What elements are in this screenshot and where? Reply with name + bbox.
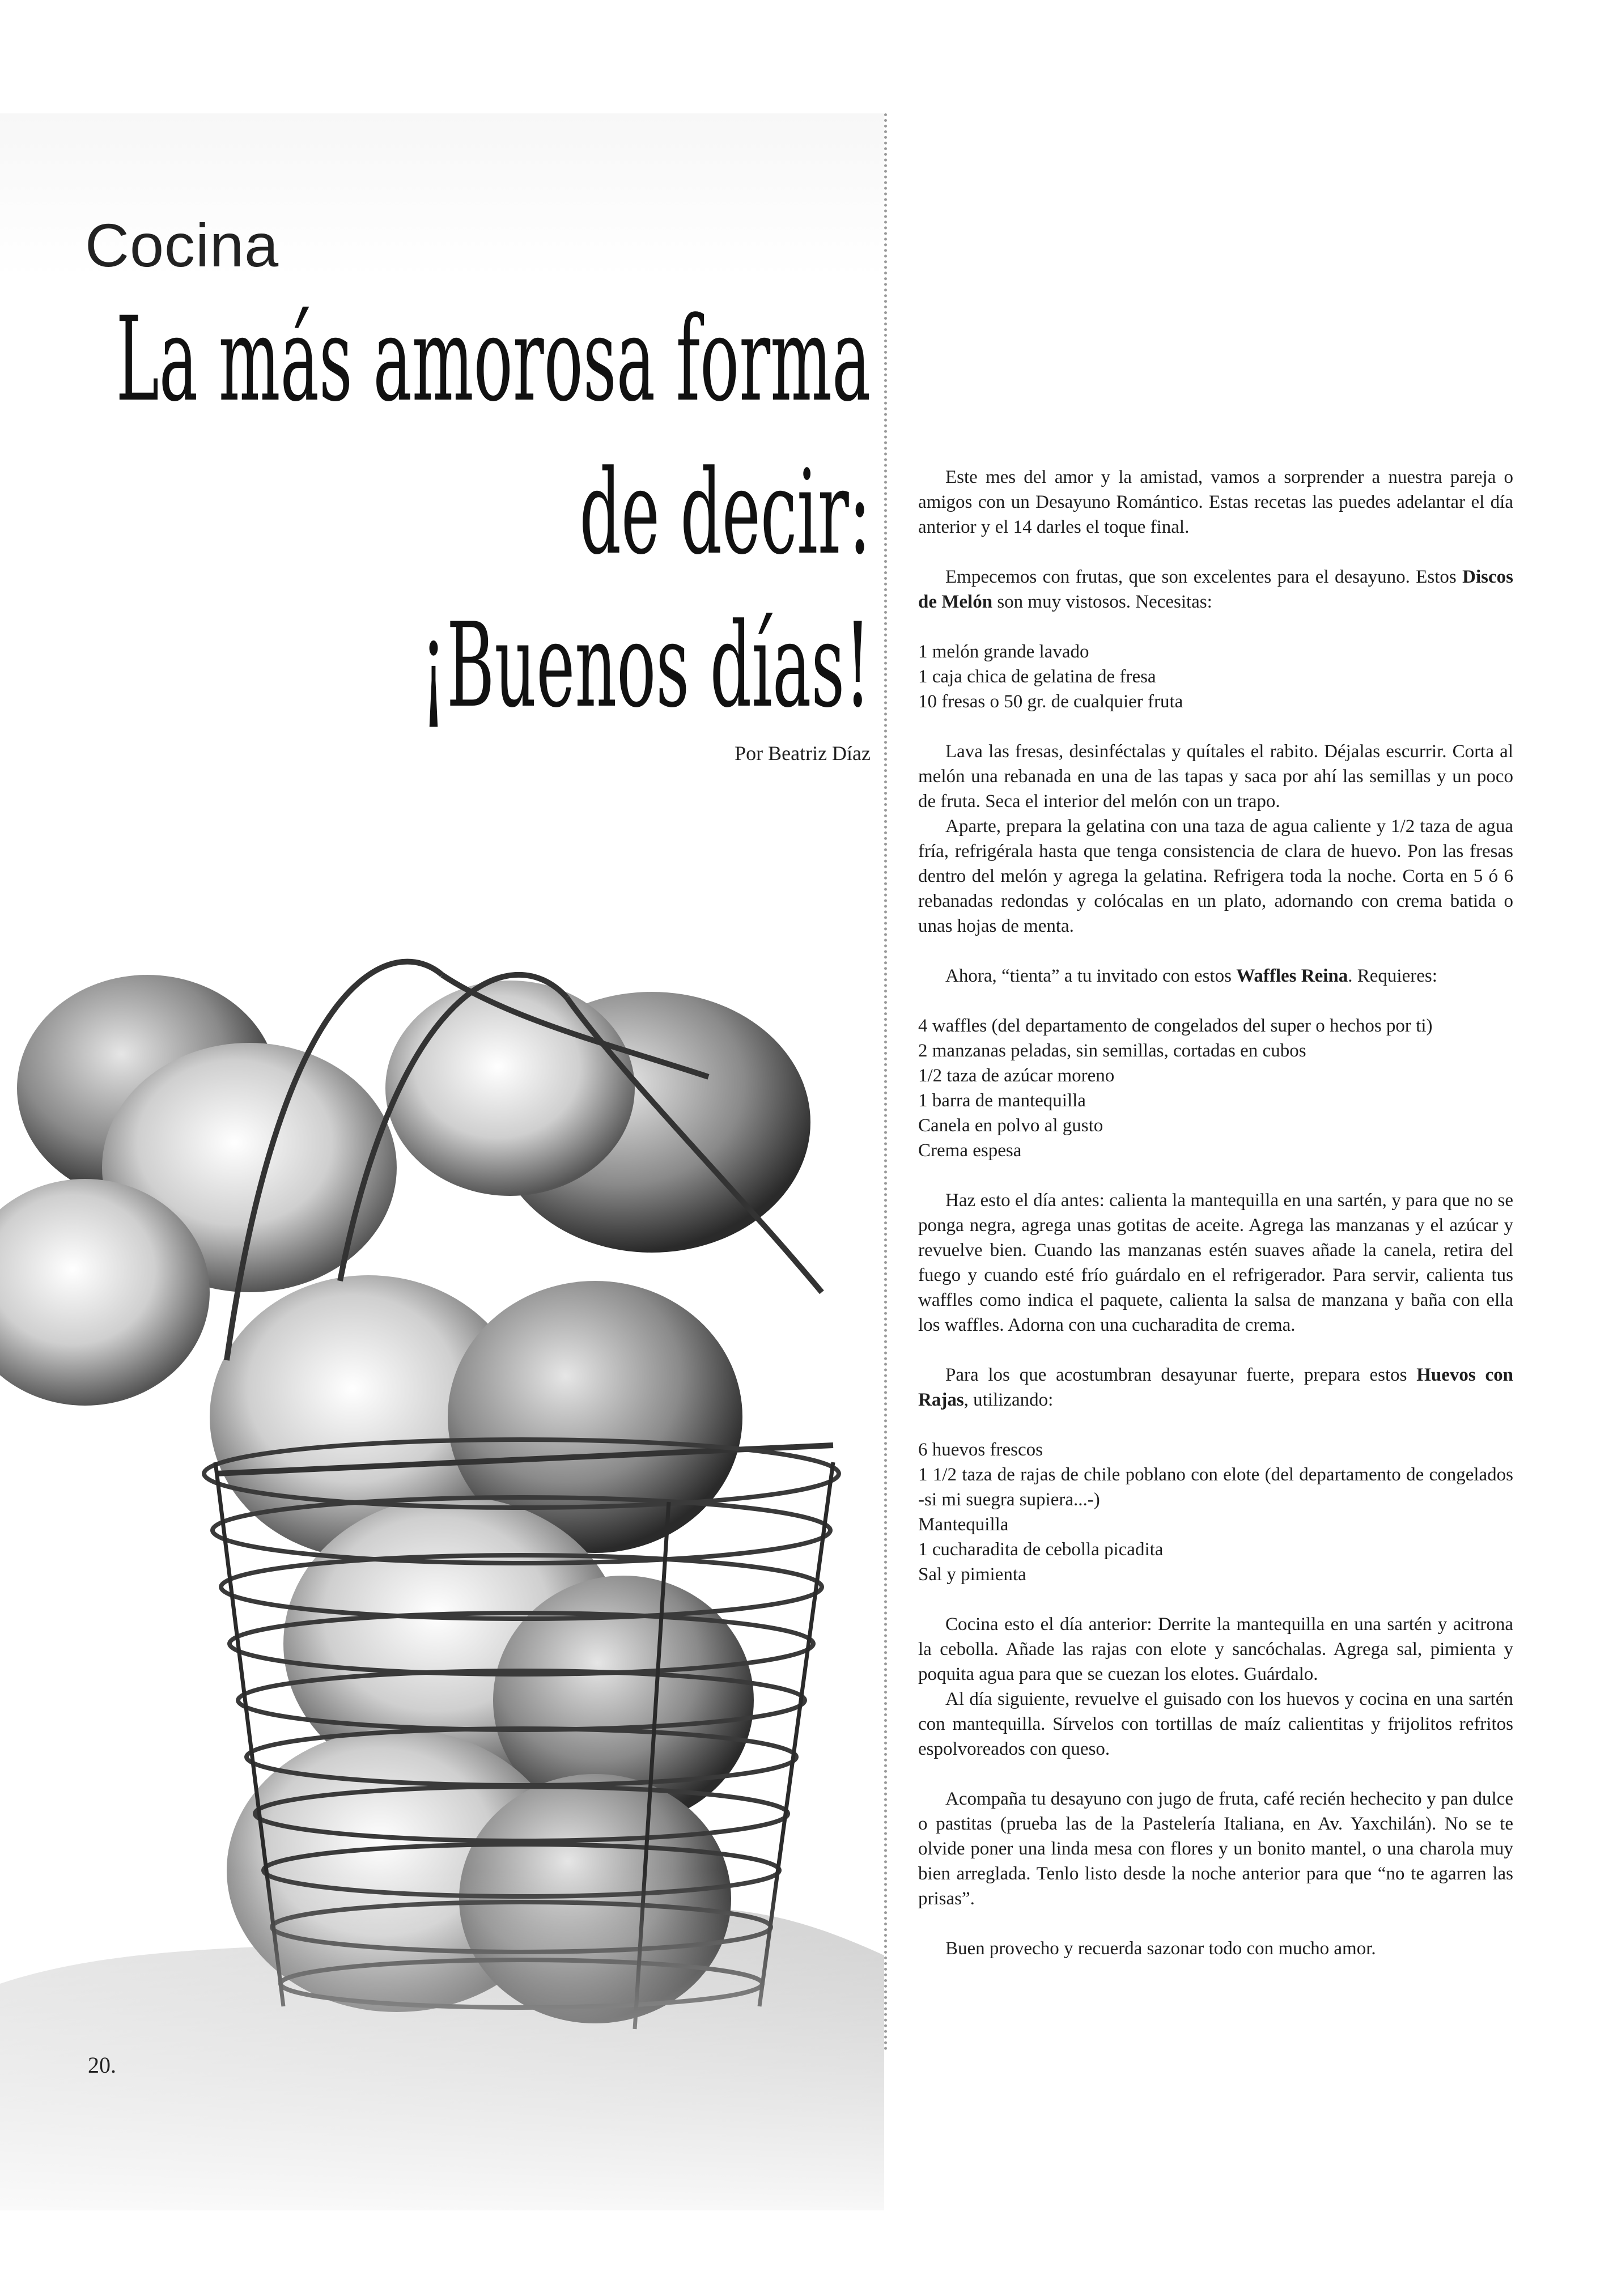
waffles-ingredients: [918, 1013, 1513, 1163]
ingredient-item: 6 huevos frescos: [918, 1440, 1043, 1460]
waffles-intro-paragraph: Ahora, “tienta” a tu invitado con estos Waffles Reina. Requieres:: [945, 966, 1437, 986]
ingredient-item: Crema espesa: [918, 1140, 1022, 1161]
ingredient-item: Mantequilla: [918, 1514, 1009, 1535]
ingredient-item: 1 barra de mantequilla: [918, 1090, 1086, 1111]
melon-step-2: Aparte, prepara la gelatina con una taza de agua caliente y 1/2 taza de agua fría, refrigérala hasta que tenga consistencia de clara de huevo. Pon las fresas dentro del melón y agrega la gelatina. Refrigera toda la noche. Corta en 5 ó 6 rebanadas redondas y colócalas en un plato, adornando con crema batida o unas hojas de menta.: [918, 816, 1513, 936]
ingredient-item: 1 melón grande lavado: [918, 642, 1089, 662]
article-title: [116, 283, 871, 742]
ingredient-item: 1 cucharadita de cebolla picadita: [918, 1539, 1164, 1560]
title-line-1: La más amorosa forma: [116, 292, 871, 427]
huevos-step-2: Al día siguiente, revuelve el guisado con los huevos y cocina en una sartén con mantequilla. Sírvelos con tortillas de maíz calientitas y frijolitos refritos espolvoreados con queso.: [918, 1689, 1513, 1759]
huevos-step-1: Cocina esto el día anterior: Derrite la mantequilla en una sartén y acitrona la cebolla. Añade las rajas con elote y sancóchalas. Agrega sal, pimienta y poquita agua para que se cuezan los elotes. Guárdalo.: [918, 1614, 1513, 1684]
column-divider: [884, 113, 887, 2052]
ingredient-item: 10 fresas o 50 gr. de cualquier fruta: [918, 691, 1183, 712]
article-body: [918, 465, 1513, 1961]
byline: Por Beatriz Díaz: [735, 742, 871, 765]
intro-paragraph: Este mes del amor y la amistad, vamos a sorprender a nuestra pareja o amigos con un Desayuno Romántico. Estas recetas las puedes adelantar el día anterior y el 14 darles el toque final.: [918, 467, 1513, 537]
egg-basket-photo: [0, 850, 884, 2210]
melon-step-1: Lava las fresas, desinféctalas y quítales el rabito. Déjalas escurrir. Corta al melón una rebanada en una de las tapas y saca por ahí las semillas y un poco de fruta. Seca el interior del melón con un trapo.: [918, 741, 1513, 812]
ingredient-item: 1/2 taza de azúcar moreno: [918, 1066, 1115, 1086]
ingredient-item: Sal y pimienta: [918, 1564, 1026, 1585]
huevos-recipe-name: Huevos con Rajas: [918, 1365, 1513, 1410]
waffles-steps: Haz esto el día antes: calienta la mantequilla en una sartén, y para que no se ponga negra, agrega unas gotitas de aceite. Agrega las manzanas y el azúcar y revuelve bien. Cuando las manzanas estén suaves añade la canela, retira del fuego y cuando esté frío guárdalo en el refrigerador. Para servir, calienta tus waffles como indica el paquete, calienta la salsa de manzana y baña con ella los waffles. Adorna con una cucharadita de crema.: [918, 1190, 1513, 1335]
section-label: Cocina: [85, 211, 279, 279]
ingredient-item: 2 manzanas peladas, sin semillas, cortadas en cubos: [918, 1041, 1306, 1061]
title-line-2: de decir:: [579, 445, 871, 580]
huevos-intro-paragraph: Para los que acostumbran desayunar fuerte, prepara estos Huevos con Rajas, utilizando:: [918, 1365, 1513, 1410]
page-number: 20.: [88, 2052, 116, 2078]
egg-basket-illustration: [0, 850, 884, 2210]
ingredient-item: 4 waffles (del departamento de congelados del super o hechos por ti): [918, 1016, 1433, 1036]
melon-ingredients: [918, 639, 1513, 714]
melon-intro-paragraph: Empecemos con frutas, que son excelentes para el desayuno. Estos Discos de Melón son muy vistosos. Necesitas:: [918, 567, 1513, 612]
closing-paragraph: Buen provecho y recuerda sazonar todo con mucho amor.: [945, 1938, 1376, 1959]
ingredient-item: 1 caja chica de gelatina de fresa: [918, 667, 1156, 687]
melon-recipe-name: Discos de Melón: [918, 567, 1513, 612]
ingredient-item: Canela en polvo al gusto: [918, 1115, 1103, 1136]
serving-tips-paragraph: Acompaña tu desayuno con jugo de fruta, café recién hechecito y pan dulce o pastitas (prueba las de la Pastelería Italiana, en Av. Yaxchilán). No se te olvide poner una linda mesa con flores y un bonito mantel, o una charola muy bien arreglada. Tenlo listo desde la noche anterior para que “no te agarren las prisas”.: [918, 1789, 1513, 1909]
huevos-ingredients: [918, 1437, 1513, 1587]
waffles-recipe-name: Waffles Reina: [1236, 966, 1348, 986]
ingredient-item: 1 1/2 taza de rajas de chile poblano con elote (del departamento de congelados -si mi suegra supiera...-): [918, 1465, 1513, 1510]
title-line-3: ¡Buenos días!: [420, 599, 871, 733]
